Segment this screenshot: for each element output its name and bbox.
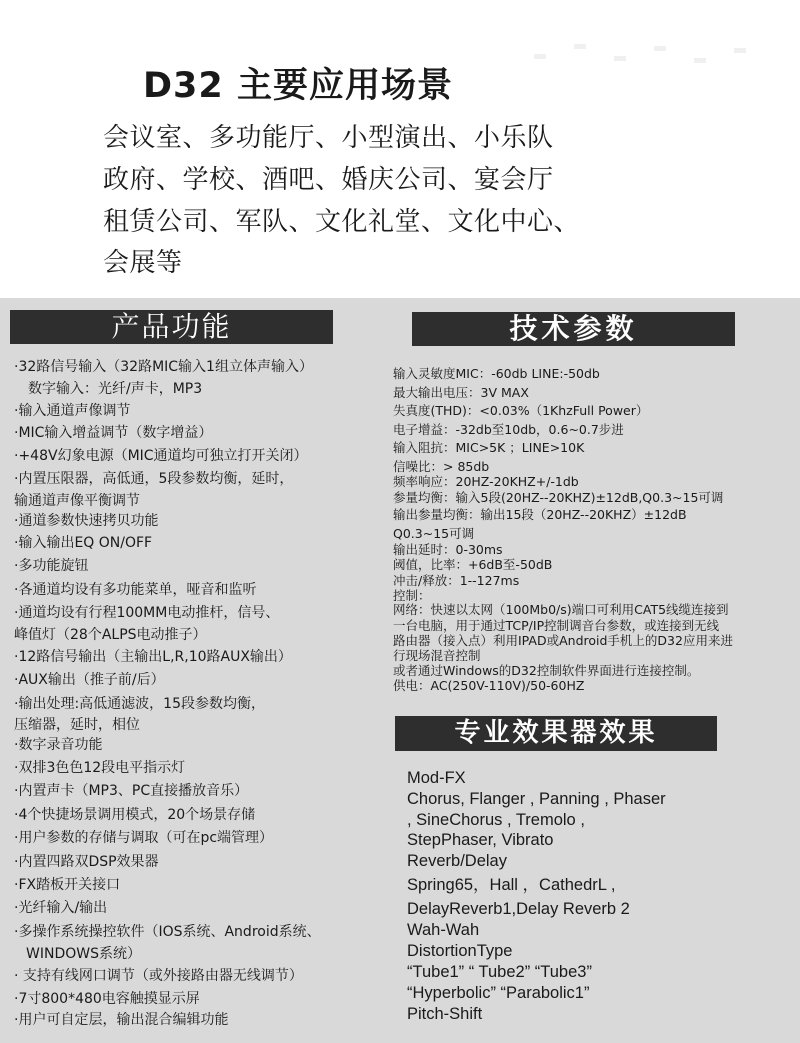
- spec-line: 路由器（接入点）利用IPAD或Android手机上的D32应用来进: [393, 633, 733, 648]
- feature-item: ·输出处理:高低通滤波，15段参数均衡，: [14, 696, 265, 712]
- spec-line: 信噪比：> 85db: [393, 459, 490, 474]
- feature-item: ·+48V幻象电源（MIC通道均可独立打开关闭）: [14, 448, 308, 464]
- feature-item: ·多操作系统操控软件（IOS系统、Android系统、: [14, 924, 321, 940]
- effect-line: StepPhaser, Vibrato: [407, 831, 554, 849]
- feature-item: ·多功能旋钮: [14, 558, 89, 574]
- spec-line: 供电：AC(250V-110V)/50-60HZ: [393, 678, 585, 693]
- spec-line: 阈值，比率：+6dB至-50dB: [393, 557, 553, 572]
- feature-item: ·FX踏板开关接口: [14, 877, 121, 893]
- feature-item: ·用户参数的存储与调取（可在pc端管理）: [14, 830, 274, 846]
- spec-line: 行现场混音控制: [393, 648, 481, 663]
- feature-item: WINDOWS系统）: [26, 946, 141, 962]
- effect-line: Spring65，Hall ，CathedrL ,: [407, 876, 616, 894]
- feature-item: ·内置四路双DSP效果器: [14, 854, 159, 870]
- spec-line: 或者通过Windows的D32控制软件界面进行连接控制。: [393, 663, 700, 678]
- spec-line: 输出参量均衡：输出15段（20HZ--20KHZ）±12dB: [393, 507, 687, 522]
- bottom-section: [0, 298, 800, 1043]
- feature-item: ·12路信号输出（主输出L,R,10路AUX输出）: [14, 649, 292, 665]
- feature-item: ·4个快捷场景调用模式，20个场景存储: [14, 807, 256, 823]
- feature-item: ·内置压限器，高低通，5段参数均衡，延时，: [14, 471, 294, 487]
- effect-line: DistortionType: [407, 942, 513, 960]
- specs-header: 技术参数: [412, 312, 735, 346]
- effect-line: Reverb/Delay: [407, 852, 507, 870]
- feature-item: ·数字录音功能: [14, 737, 103, 753]
- spec-line: Q0.3~15可调: [393, 526, 475, 541]
- effect-line: , SineChorus , Tremolo ,: [407, 811, 585, 829]
- effect-line: Mod-FX: [407, 769, 466, 787]
- scene-line: 租赁公司、军队、文化礼堂、文化中心、: [103, 207, 581, 237]
- spec-line: 输入阻抗：MIC>5K ；LINE>10K: [393, 440, 585, 455]
- page-title: D32 主要应用场景: [143, 66, 453, 106]
- feature-item: ·32路信号输入（32路MIC输入1组立体声输入）: [14, 359, 313, 375]
- feature-item: 数字输入：光纤/声卡，MP3: [28, 381, 203, 397]
- spec-line: 频率响应：20HZ-20KHZ+/-1db: [393, 474, 579, 489]
- effect-line: “Tube1” “ Tube2” “Tube3”: [407, 963, 592, 981]
- spec-line: 控制：: [393, 588, 431, 603]
- spec-line: 最大输出电压：3V MAX: [393, 385, 529, 400]
- feature-item: ·通道均设有行程100MM电动推杆，信号、: [14, 605, 280, 621]
- scene-line: 会展等: [103, 248, 183, 278]
- feature-item: ·AUX输出（推子前/后）: [14, 672, 165, 688]
- feature-item: ·光纤输入/输出: [14, 900, 108, 916]
- spec-line: 一台电脑，用于通过TCP/IP控制调音台参数，或连接到无线: [393, 618, 720, 633]
- spec-line: 电子增益：-32db至10db，0.6~0.7步进: [393, 422, 624, 437]
- top-section: [0, 0, 800, 298]
- spec-line: 网络：快速以太网（100Mb0/s)端口可利用CAT5线缆连接到: [393, 602, 729, 617]
- spec-line: 冲击/释放：1--127ms: [393, 573, 520, 588]
- feature-item: 压缩器，延时，相位: [14, 717, 140, 733]
- feature-item: ·输入输出EQ ON/OFF: [14, 535, 153, 551]
- features-header: 产品功能: [10, 310, 333, 344]
- feature-item: ·用户可自定层，输出混合编辑功能: [14, 1012, 229, 1028]
- spec-line: 输入灵敏度MIC：-60db LINE:-50db: [393, 366, 600, 381]
- effect-line: DelayReverb1,Delay Reverb 2: [407, 900, 630, 918]
- scene-line: 会议室、多功能厅、小型演出、小乐队: [103, 123, 554, 153]
- spec-line: 输出延时：0-30ms: [393, 542, 503, 557]
- effects-header: 专业效果器效果: [395, 716, 717, 751]
- spec-line: 参量均衡：输入5段(20HZ--20KHZ)±12dB,Q0.3~15可调: [393, 490, 724, 505]
- feature-item: ·各通道均设有多功能菜单，哑音和监听: [14, 582, 257, 598]
- feature-item: · 支持有线网口调节（或外接路由器无线调节）: [14, 968, 303, 984]
- feature-item: ·内置声卡（MP3、PC直接播放音乐）: [14, 783, 249, 799]
- feature-item: ·MIC输入增益调节（数字增益）: [14, 425, 213, 441]
- feature-item: ·双排3色色12段电平指示灯: [14, 760, 186, 776]
- effect-line: Wah-Wah: [407, 921, 480, 939]
- spec-line: 失真度(THD)：<0.03%（1KhzFull Power）: [393, 403, 649, 418]
- effect-line: “Hyperbolic” “Parabolic1”: [407, 984, 590, 1002]
- feature-item: 峰值灯（28个ALPS电动推子）: [14, 627, 207, 643]
- scene-line: 政府、学校、酒吧、婚庆公司、宴会厅: [103, 165, 554, 195]
- watermark-dots: [534, 44, 764, 84]
- feature-item: 输通道声像平衡调节: [14, 493, 140, 509]
- feature-item: ·输入通道声像调节: [14, 403, 131, 419]
- effect-line: Chorus, Flanger , Panning , Phaser: [407, 790, 666, 808]
- effect-line: Pitch-Shift: [407, 1005, 483, 1023]
- feature-item: ·通道参数快速拷贝功能: [14, 513, 159, 529]
- feature-item: ·7寸800*480电容触摸显示屏: [14, 991, 200, 1007]
